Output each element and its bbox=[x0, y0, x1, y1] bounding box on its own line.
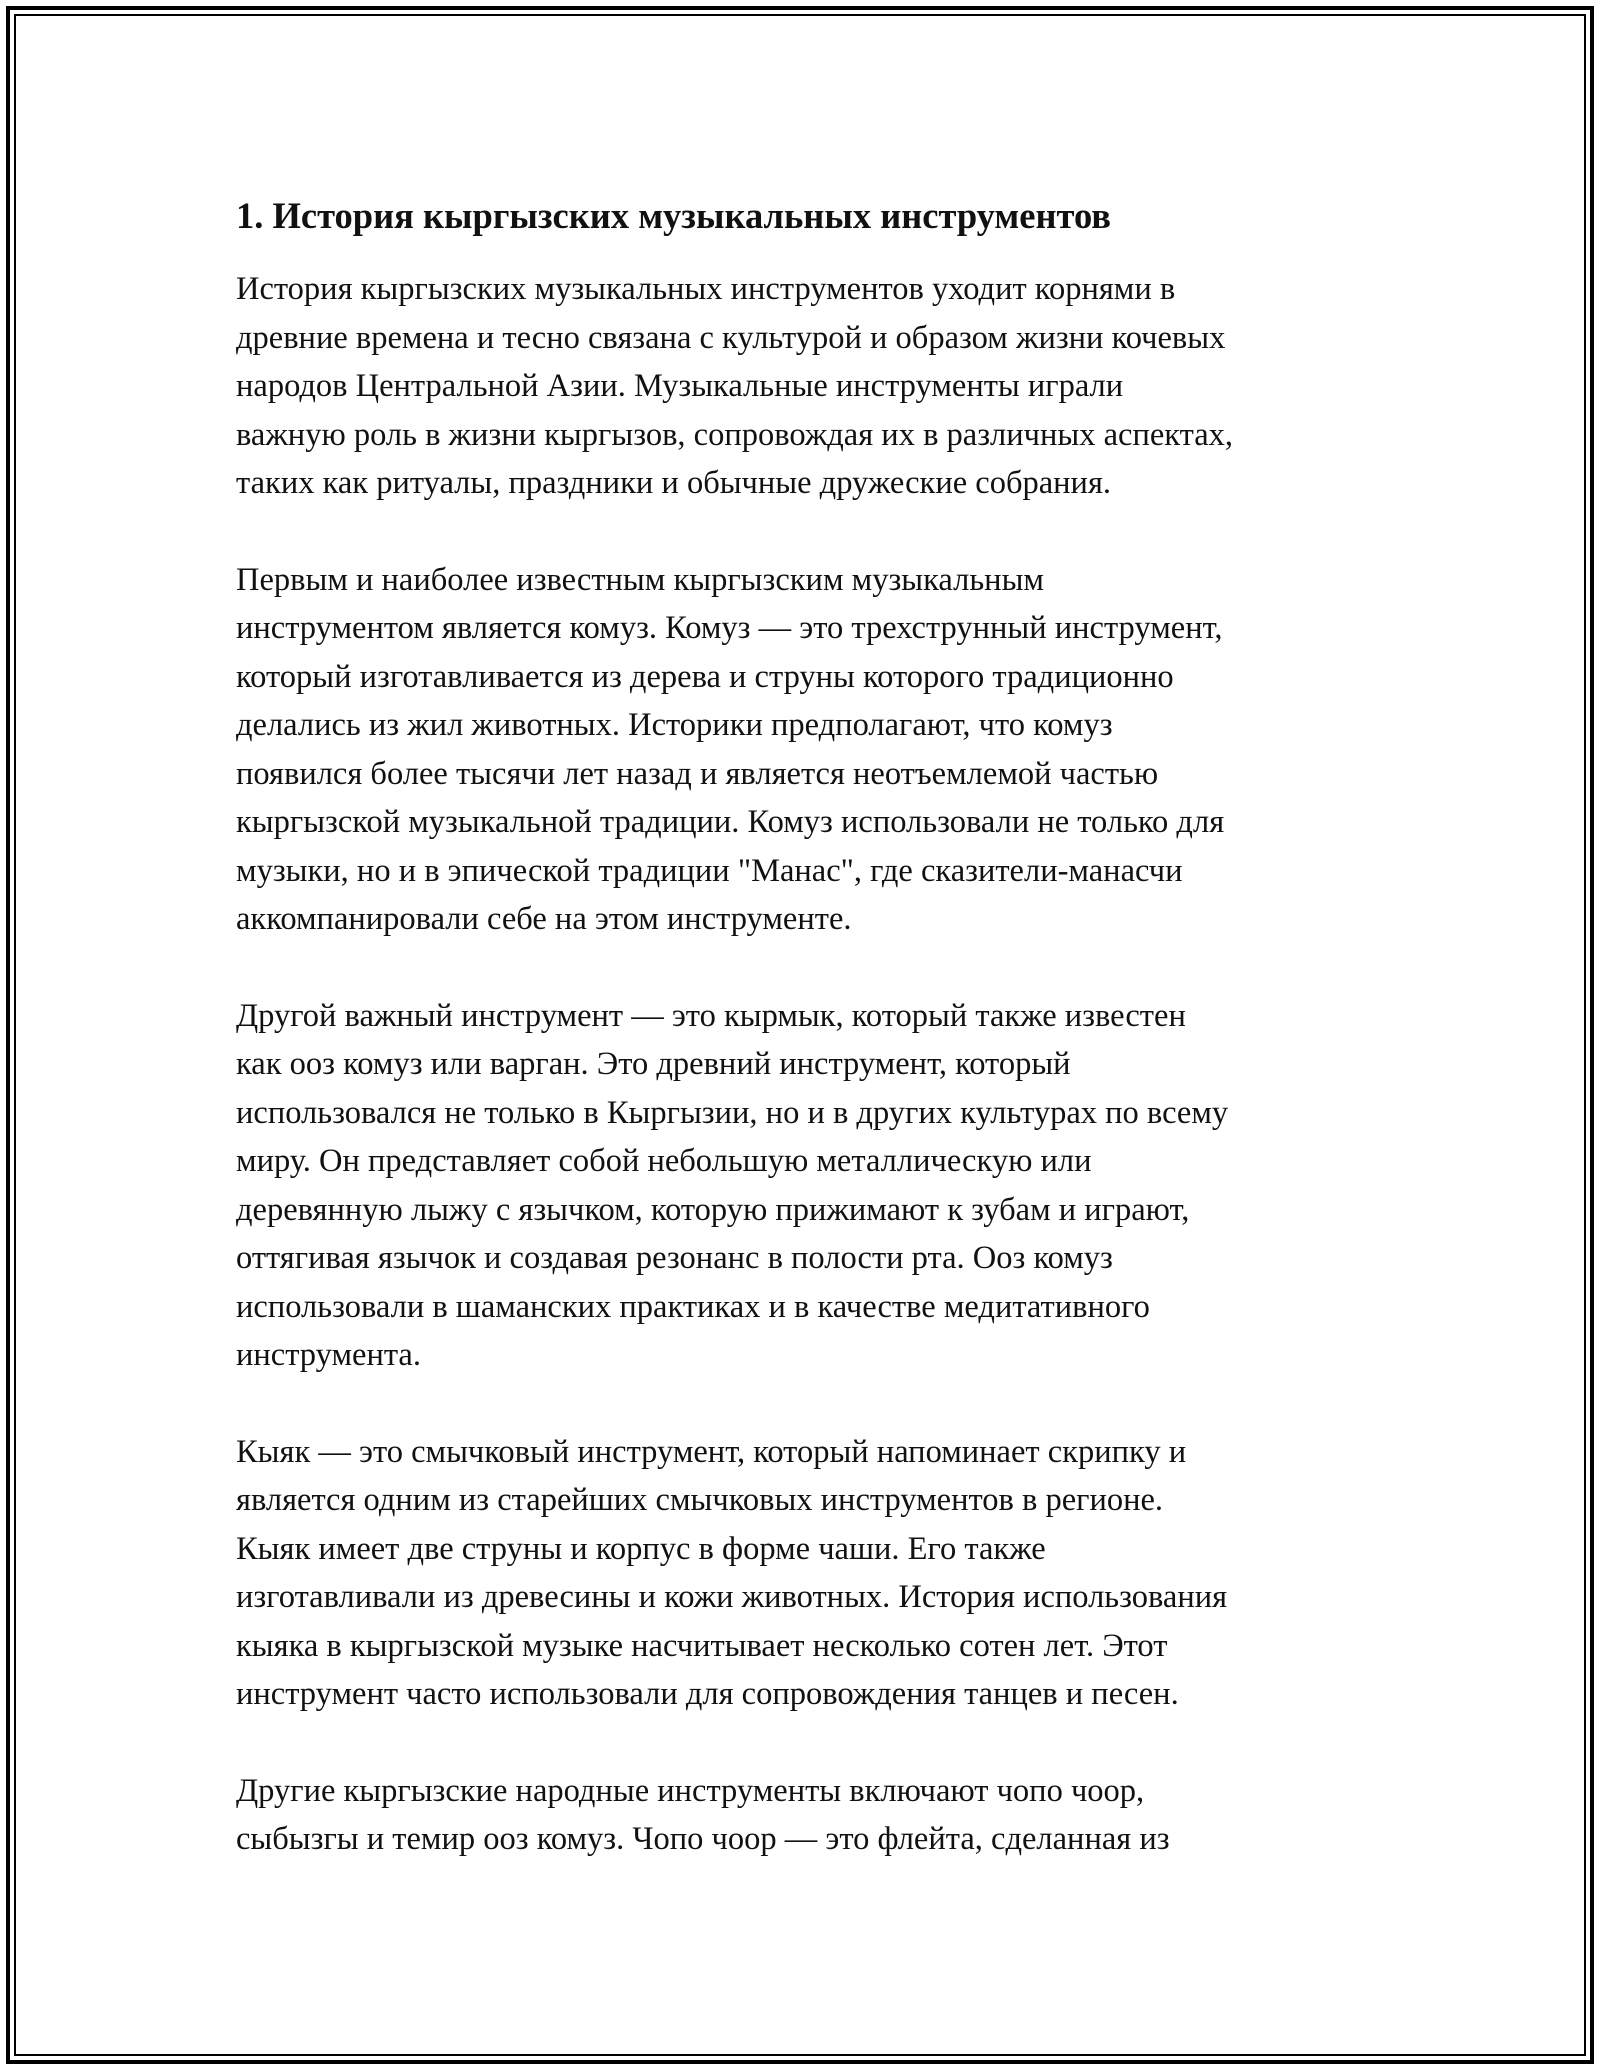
document-body bbox=[236, 183, 1396, 1912]
paragraph-other-instruments: Другие кыргызские народные инструменты включают чопо чоор, сыбызгы и темир ооз комуз. Чопо чоор — это флейта, сделанная из bbox=[236, 1772, 1170, 1857]
paragraph-history-intro: История кыргызских музыкальных инструментов уходит корнями в древние времена и тесно связана с культурой и образом жизни кочевых народов Центральной Азии. Музыкальные инструменты играли важную роль в жизни кыргызов, сопровождая их в различных аспектах, таких как ритуалы, праздники и обычные дружеские собрания. bbox=[236, 271, 1234, 501]
paragraph-kyrmyk: Другой важный инструмент — это кырмык, который также известен как ооз комуз или варган. Это древний инструмент, который использовался не только в Кыргызии, но и в других культурах по всему миру. Он представляет собой небольшую металлическую или деревянную лыжу с язычком, которую прижимают к зубам и играют, оттягивая язычок и создавая резонанс в полости рта. Ооз комуз использовали в шаманских практиках и в качестве медитативного инструмента. bbox=[236, 997, 1229, 1373]
section-heading: 1. История кыргызских музыкальных инструментов bbox=[236, 195, 1112, 236]
paragraph-kyyak: Кыяк — это смычковый инструмент, который напоминает скрипку и является одним из старейших смычковых инструментов в регионе. Кыяк имеет две струны и корпус в форме чаши. Его также изготавливали из древесины и кожи животных. История использования кыяка в кыргызской музыке насчитывает несколько сотен лет. Этот инструмент часто использовали для сопровождения танцев и песен. bbox=[236, 1433, 1228, 1712]
paragraph-komuz: Первым и наиболее известным кыргызским музыкальным инструментом является комуз. Комуз — это трехструнный инструмент, который изготавливается из дерева и струны которого традиционно делались из жил животных. Историки предполагают, что комуз появился более тысячи лет назад и является неотъемлемой частью кыргызской музыкальной традиции. Комуз использовали не только для музыки, но и в эпической традиции "Манас", где сказители-манасчи аккомпанировали себе на этом инструменте. bbox=[236, 561, 1225, 937]
